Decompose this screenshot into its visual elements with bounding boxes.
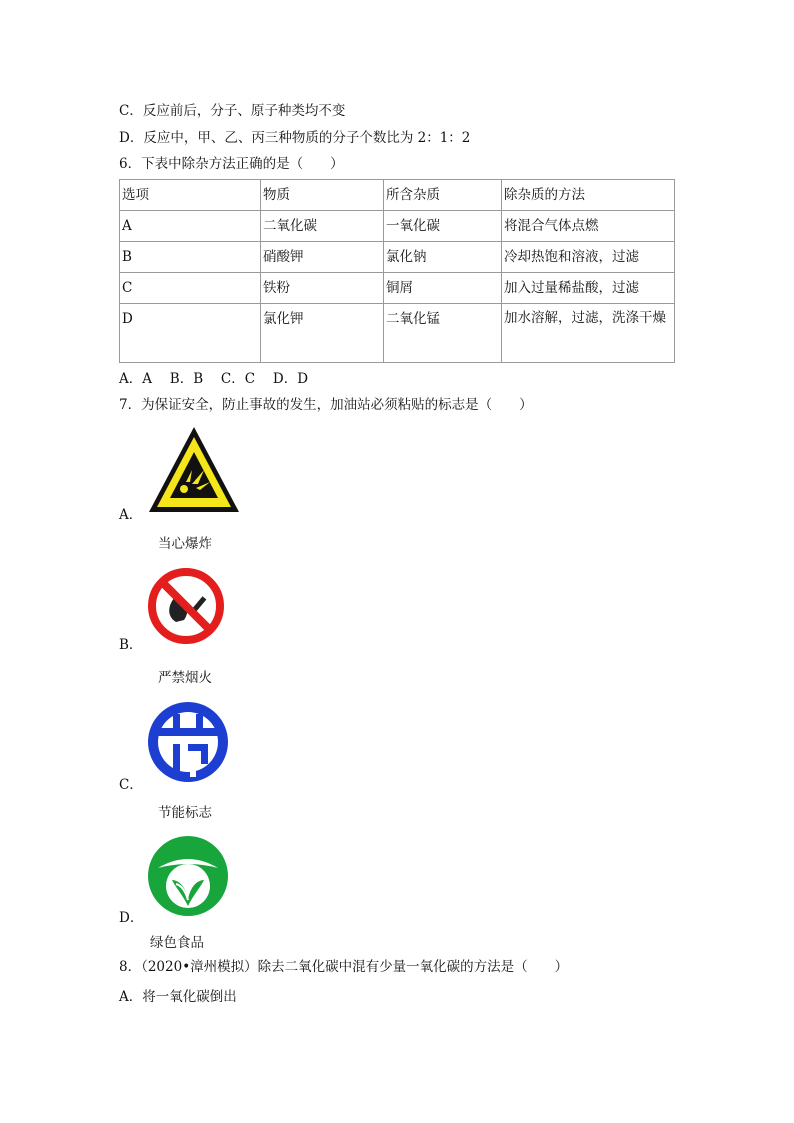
table-cell: 氯化钠 <box>384 242 502 273</box>
table-row <box>120 304 675 363</box>
option-c-text: C．反应前后，分子、原子种类均不变 <box>119 103 346 119</box>
no-fire-icon <box>146 566 226 646</box>
table-cell: 硝酸钾 <box>261 242 384 273</box>
table-cell: 将混合气体点燃 <box>502 211 675 242</box>
table-cell: 加入过量稀盐酸，过滤 <box>502 273 675 304</box>
sign-caption: 严禁烟火 <box>158 670 212 686</box>
table-header: 除杂质的方法 <box>502 180 675 211</box>
table-cell: 一氧化碳 <box>384 211 502 242</box>
table-cell: 二氧化锰 <box>384 304 502 363</box>
table-row <box>120 211 675 242</box>
option-letter: B． <box>119 637 143 653</box>
table-cell: 铁粉 <box>261 273 384 304</box>
table-cell: C <box>120 273 261 304</box>
option-letter: A． <box>119 507 143 523</box>
question-6-answers: A．A B．B C．C D．D <box>119 371 309 387</box>
purification-table <box>119 179 675 363</box>
table-cell: B <box>120 242 261 273</box>
question-6: 6．下表中除杂方法正确的是（ ） <box>119 156 344 172</box>
option-d-text: D．反应中，甲、乙、丙三种物质的分子个数比为 2：1：2 <box>119 130 471 146</box>
option-letter: D． <box>119 910 144 926</box>
table-cell: 冷却热饱和溶液，过滤 <box>502 242 675 273</box>
table-cell: 加水溶解，过滤，洗涤干燥 <box>502 304 675 363</box>
question-8: 8．（2020•漳州模拟）除去二氧化碳中混有少量一氧化碳的方法是（ ） <box>119 959 569 975</box>
green-food-icon <box>146 834 230 918</box>
table-row <box>120 273 675 304</box>
table-header: 选项 <box>120 180 261 211</box>
explosion-warning-icon <box>146 424 242 516</box>
energy-saving-icon <box>146 700 230 784</box>
option-letter: C． <box>119 777 143 793</box>
table-header: 所含杂质 <box>384 180 502 211</box>
question-7: 7．为保证安全，防止事故的发生，加油站必须粘贴的标志是（ ） <box>119 397 533 413</box>
table-cell: D <box>120 304 261 363</box>
table-header-row <box>120 180 675 211</box>
table-cell: 铜屑 <box>384 273 502 304</box>
sign-caption: 当心爆炸 <box>158 536 212 552</box>
table-cell: A <box>120 211 261 242</box>
table-cell: 二氧化碳 <box>261 211 384 242</box>
sign-caption: 绿色食品 <box>150 935 204 951</box>
table-cell: 氯化钾 <box>261 304 384 363</box>
question-8-option-a: A．将一氧化碳倒出 <box>119 989 237 1005</box>
table-row <box>120 242 675 273</box>
sign-caption: 节能标志 <box>158 805 212 821</box>
table-header: 物质 <box>261 180 384 211</box>
